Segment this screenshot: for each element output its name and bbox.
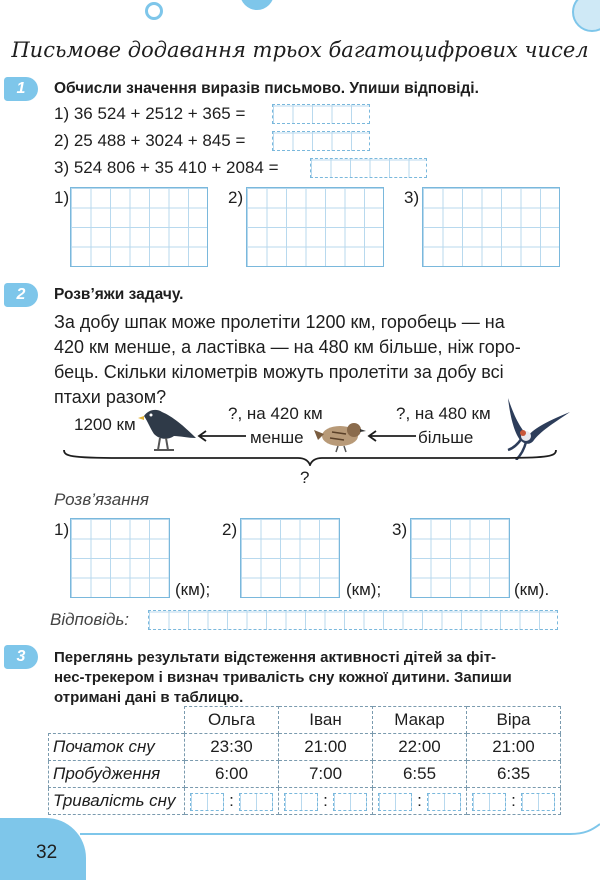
task2-heading: Розв’яжи задачу. xyxy=(54,286,184,303)
task2-work-grid-1[interactable] xyxy=(70,518,170,598)
decor-circle-top-fill xyxy=(240,0,274,10)
duration-input-vira[interactable] xyxy=(467,788,561,815)
minutes-box[interactable] xyxy=(333,793,367,811)
task1-grid-label-3: 3) xyxy=(404,188,420,207)
task2-badge: 2 xyxy=(4,283,38,307)
task1-work-grid-3[interactable] xyxy=(422,187,560,267)
table-row xyxy=(49,734,561,761)
answer-field[interactable] xyxy=(148,610,558,630)
problem-line: бець. Скільки кілометрів можуть пролетіти за добу всі xyxy=(54,362,504,382)
answer-label: Відповідь: xyxy=(50,610,130,629)
decor-circle-corner xyxy=(572,0,600,32)
table-cell: 22:00 xyxy=(373,734,467,761)
task3-heading-line: отримані дані в таблицю. xyxy=(54,689,244,706)
duration-input-olha[interactable] xyxy=(185,788,279,815)
solution-label: Розв’язання xyxy=(54,490,150,509)
problem-line: За добу шпак може пролетіти 1200 км, горобець — на xyxy=(54,312,505,332)
task2-unit-3: (км). xyxy=(514,580,550,599)
scheme-starling-distance: 1200 км xyxy=(74,415,136,434)
task1-expression-3: 3) 524 806 + 35 410 + 2084 = xyxy=(54,158,279,177)
page-title: Письмове додавання трьох багатоцифрових чисел xyxy=(11,38,589,62)
arrow-left-icon-2 xyxy=(366,430,416,442)
row-label-wake-up: Пробудження xyxy=(49,761,185,788)
hours-box[interactable] xyxy=(378,793,412,811)
table-header-row xyxy=(49,707,561,734)
scheme-swallow-top: ?, на 480 км xyxy=(396,404,491,423)
scheme-sparrow-bottom: менше xyxy=(250,428,304,447)
table-row xyxy=(49,761,561,788)
problem-line: птахи разом? xyxy=(54,387,167,407)
bottom-decor-line xyxy=(80,820,600,840)
table-cell: 7:00 xyxy=(279,761,373,788)
scheme-sparrow-top: ?, на 420 км xyxy=(228,404,323,423)
task2-grid-label-1: 1) xyxy=(54,520,70,539)
task1-expression-1: 1) 36 524 + 2512 + 365 = xyxy=(54,104,246,123)
task1-work-grid-2[interactable] xyxy=(246,187,384,267)
task1-expression-2: 2) 25 488 + 3024 + 845 = xyxy=(54,131,246,150)
task1-grid-label-2: 2) xyxy=(228,188,244,207)
task1-grid-label-1: 1) xyxy=(54,188,70,207)
minutes-box[interactable] xyxy=(427,793,461,811)
row-label-sleep-start: Початок сну xyxy=(49,734,185,761)
task3-badge: 3 xyxy=(4,645,38,669)
table-row xyxy=(49,788,561,815)
starling-icon xyxy=(138,402,202,454)
task2-problem-text xyxy=(54,310,521,410)
page-number: 32 xyxy=(36,842,58,863)
task3-heading-line: нес-трекером і визнач тривалість сну кожної дитини. Запиши xyxy=(54,669,512,686)
scheme-total-question: ? xyxy=(300,468,310,487)
table-cell: 21:00 xyxy=(279,734,373,761)
task1-badge: 1 xyxy=(4,77,38,101)
task3-heading xyxy=(54,648,512,708)
task2-work-grid-2[interactable] xyxy=(240,518,340,598)
sleep-table xyxy=(48,706,561,815)
table-cell: 23:30 xyxy=(185,734,279,761)
table-corner xyxy=(49,707,185,734)
hours-box[interactable] xyxy=(190,793,224,811)
table-cell: 6:00 xyxy=(185,761,279,788)
table-cell: 6:35 xyxy=(467,761,561,788)
table-cell: 6:55 xyxy=(373,761,467,788)
hours-box[interactable] xyxy=(472,793,506,811)
scheme-swallow-bottom: більше xyxy=(418,428,474,447)
duration-input-makar[interactable] xyxy=(373,788,467,815)
minutes-box[interactable] xyxy=(521,793,555,811)
task2-unit-1: (км); xyxy=(175,580,211,599)
task3-heading-line: Переглянь результати відстеження активності дітей за фіт- xyxy=(54,649,497,666)
time-separator: : xyxy=(417,791,422,810)
row-label-sleep-duration: Тривалість сну xyxy=(49,788,185,815)
name-makar: Макар xyxy=(373,707,467,734)
task2-unit-2: (км); xyxy=(346,580,382,599)
task2-grid-label-2: 2) xyxy=(222,520,238,539)
task2-grid-label-3: 3) xyxy=(392,520,408,539)
name-olha: Ольга xyxy=(185,707,279,734)
decor-circle-top xyxy=(145,2,163,20)
task1-answer-3[interactable] xyxy=(310,158,427,178)
hours-box[interactable] xyxy=(284,793,318,811)
table-cell: 21:00 xyxy=(467,734,561,761)
task1-heading: Обчисли значення виразів письмово. Упиши відповіді. xyxy=(54,80,479,97)
minutes-box[interactable] xyxy=(239,793,273,811)
time-separator: : xyxy=(229,791,234,810)
name-vira: Віра xyxy=(467,707,561,734)
duration-input-ivan[interactable] xyxy=(279,788,373,815)
task1-answer-2[interactable] xyxy=(272,131,370,151)
time-separator: : xyxy=(511,791,516,810)
total-bracket xyxy=(60,448,560,466)
task1-answer-1[interactable] xyxy=(272,104,370,124)
task2-work-grid-3[interactable] xyxy=(410,518,510,598)
arrow-left-icon-1 xyxy=(196,430,246,442)
problem-line: 420 км менше, а ластівка — на 480 км більше, ніж горо- xyxy=(54,337,521,357)
time-separator: : xyxy=(323,791,328,810)
task1-work-grid-1[interactable] xyxy=(70,187,208,267)
name-ivan: Іван xyxy=(279,707,373,734)
